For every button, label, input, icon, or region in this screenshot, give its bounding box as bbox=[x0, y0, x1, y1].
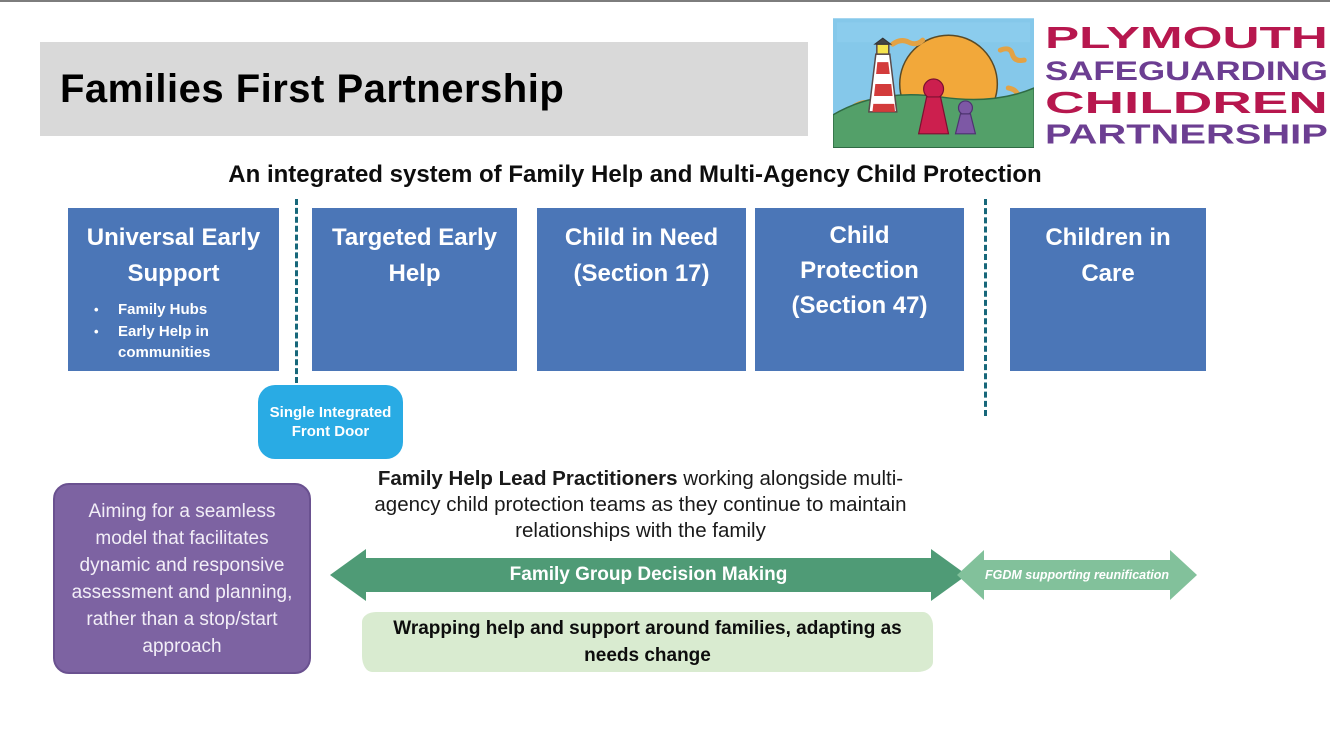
stage-bullet-list bbox=[68, 299, 279, 363]
practitioners-bold-text: Family Help Lead Practitioners bbox=[377, 467, 678, 490]
stage-box-child-in-need bbox=[537, 208, 746, 371]
stage-title: Children in Care bbox=[1045, 224, 1171, 287]
stage-box-targeted-early-help bbox=[312, 208, 517, 371]
fgdm-arrow-label: FGDM supporting reunification bbox=[984, 568, 1169, 582]
logo-line-partnership: PARTNERSHIP bbox=[1045, 118, 1329, 149]
stage-box-child-protection bbox=[755, 208, 964, 371]
stage-bullet: • Early Help in communities bbox=[92, 321, 269, 363]
psc-logo-wordmark bbox=[1044, 21, 1330, 149]
arrow-right-head-icon bbox=[1170, 550, 1197, 600]
dashed-divider-right bbox=[984, 199, 987, 416]
wrapping-help-text: Wrapping help and support around families, adapting as needs change bbox=[393, 618, 902, 666]
psc-logo-illustration bbox=[833, 18, 1034, 148]
logo-line-plymouth: PLYMOUTH bbox=[1045, 21, 1329, 56]
stage-title: Child in Need (Section 17) bbox=[564, 224, 719, 287]
stage-box-universal-early-support bbox=[68, 208, 279, 371]
stage-box-children-in-care bbox=[1010, 208, 1206, 371]
family-help-lead-practitioners-text bbox=[348, 466, 933, 544]
arrow-left-head-icon bbox=[330, 549, 366, 601]
arrow-left-head-icon bbox=[957, 550, 984, 600]
psc-partnership-logo bbox=[833, 18, 1330, 150]
title-banner bbox=[40, 42, 808, 136]
practitioners-rest-text: working alongside multi-agency child protection teams as they continue to maintain relationships with the family bbox=[374, 467, 907, 542]
logo-line-children: CHILDREN bbox=[1045, 84, 1329, 120]
arrow-body bbox=[366, 558, 931, 592]
stage-title: Child Protection (Section 47) bbox=[791, 222, 928, 319]
seamless-model-text: Aiming for a seamless model that facilitates dynamic and responsive assessment and planning, rather than a stop/start approach bbox=[71, 500, 293, 657]
arrow-body bbox=[984, 560, 1170, 590]
page-title: Families First Partnership bbox=[60, 66, 565, 111]
seamless-model-note bbox=[53, 483, 311, 674]
dashed-divider-left bbox=[295, 199, 298, 383]
diagram-subtitle: An integrated system of Family Help and Multi-Agency Child Protection bbox=[228, 161, 1042, 188]
stage-title: Universal Early Support bbox=[86, 224, 261, 287]
fgdm-reunification-arrow bbox=[957, 550, 1197, 600]
single-integrated-front-door-box: Single Integrated Front Door bbox=[258, 385, 403, 459]
main-arrow-label: Family Group Decision Making bbox=[509, 564, 788, 585]
top-border-line bbox=[0, 0, 1330, 2]
stage-bullet: • Family Hubs bbox=[92, 299, 269, 320]
stage-title: Targeted Early Help bbox=[332, 224, 497, 287]
family-group-decision-making-arrow bbox=[330, 549, 967, 601]
wrapping-help-note bbox=[362, 612, 933, 672]
logo-line-safeguarding: SAFEGUARDING bbox=[1045, 56, 1329, 87]
